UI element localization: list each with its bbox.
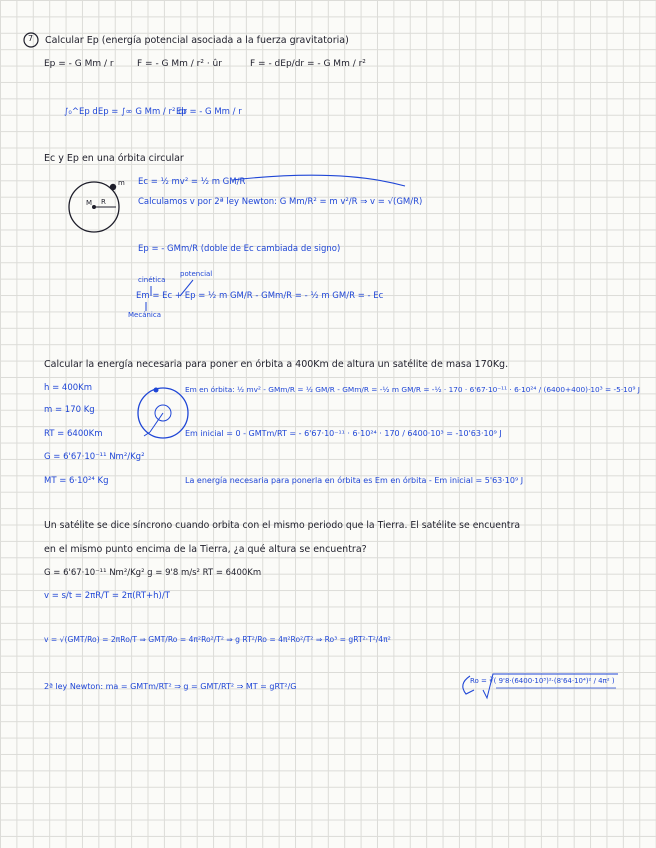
orbit-heading: Ec y Ep en una órbita circular [44,153,184,164]
problem1-data-g: G = 6'67·10⁻¹¹ Nm²/Kg² [44,452,145,462]
derivation-chain: v = √(GMT/Ro) = 2πRo/T ⇒ GMT/Ro = 4π²Ro²/T² ⇒ g RT²/Ro = 4π²Ro²/T² ⇒ Ro³ = gRT²·T²/4π² [44,635,391,644]
problem2-data: G = 6'67·10⁻¹¹ Nm²/Kg² g = 9'8 m/s² RT = 6400Km [44,568,262,578]
em-equation: Em = Ec + Ep = ½ m GM/R - GMm/R = - ½ m GM/R = - Ec [136,291,384,301]
problem1-data-rt: RT = 6400Km [44,429,103,439]
orbit-diagram-1 [69,182,119,232]
ec-equation: Ec = ½ mv² = ½ m GM/R [138,177,246,187]
orbit-diagram-2 [138,388,188,439]
problem1-data-m: m = 170 Kg [44,405,95,415]
velocity-calculation: Calculamos v por 2ª ley Newton: G Mm/R² = m v²/R ⇒ v = √(GM/R) [138,197,423,207]
integral-equation: ∫₀^Ep dEp = ∫∞ G Mm / r² dr [64,107,187,117]
velocity-equation: v = s/t = 2πR/T = 2π(RT+h)/T [44,591,170,601]
newton-equation: 2ª ley Newton: ma = GMTm/RT² ⇒ g = GMT/RT² ⇒ MT = gRT²/G [44,682,297,691]
formula-force-derivative: F = - dEp/dr = - G Mm / r² [250,59,366,69]
formula-force-vector: F = - G Mm / r² · ûr [137,59,222,69]
section-title: Calcular Ep (energía potencial asociada a la fuerza gravitatoria) [45,35,349,46]
formula-ep: Ep = - G Mm / r [44,59,114,69]
label-potencial: potencial [180,270,213,278]
problem1-data-mt: MT = 6·10²⁴ Kg [44,476,109,486]
diagram-label-m: m [118,179,125,187]
ro-result: Ro = ∛( 9'8·(6400·10³)²·(8'64·10⁴)² / 4π² ) [470,677,615,685]
diagram-label-R: R [101,198,106,206]
label-cinetica: cinética [138,276,166,284]
problem1-data-h: h = 400Km [44,383,92,393]
em-inicial-equation: Em inicial = 0 - GMTm/RT = - 6'67·10⁻¹¹ · 6·10²⁴ · 170 / 6400·10³ = -10'63·10⁹ J [185,429,502,438]
diagram-label-M: M [86,199,93,207]
integral-result: Ep = - G Mm / r [176,107,242,117]
curved-arrow [232,175,405,186]
problem2-statement-line2: en el mismo punto encima de la Tierra, ¿a qué altura se encuentra? [44,544,367,555]
ep-equation: Ep = - GMm/R (doble de Ec cambiada de signo) [138,244,341,254]
em-orbita-equation: Em en órbita: ½ mv² - GMm/R = ½ GM/R - GMm/R = -½ m GM/R = -½ · 170 · 6'67·10⁻¹¹ · 6·10²⁴ / (6400+400)·10³ = -5·10⁹ J [185,385,640,394]
section-number: 7 [28,34,34,43]
problem1-conclusion: La energía necesaria para ponerla en órbita es Em en órbita - Em inicial = 5'63·10⁹ J [185,476,524,485]
label-mecanica: Mecánica [128,311,162,319]
problem1-statement: Calcular la energía necesaria para poner en órbita a 400Km de altura un satélite de masa 170Kg. [44,359,509,370]
problem2-statement-line1: Un satélite se dice síncrono cuando orbita con el mismo periodo que la Tierra. El satélite se encuentra [44,520,521,531]
